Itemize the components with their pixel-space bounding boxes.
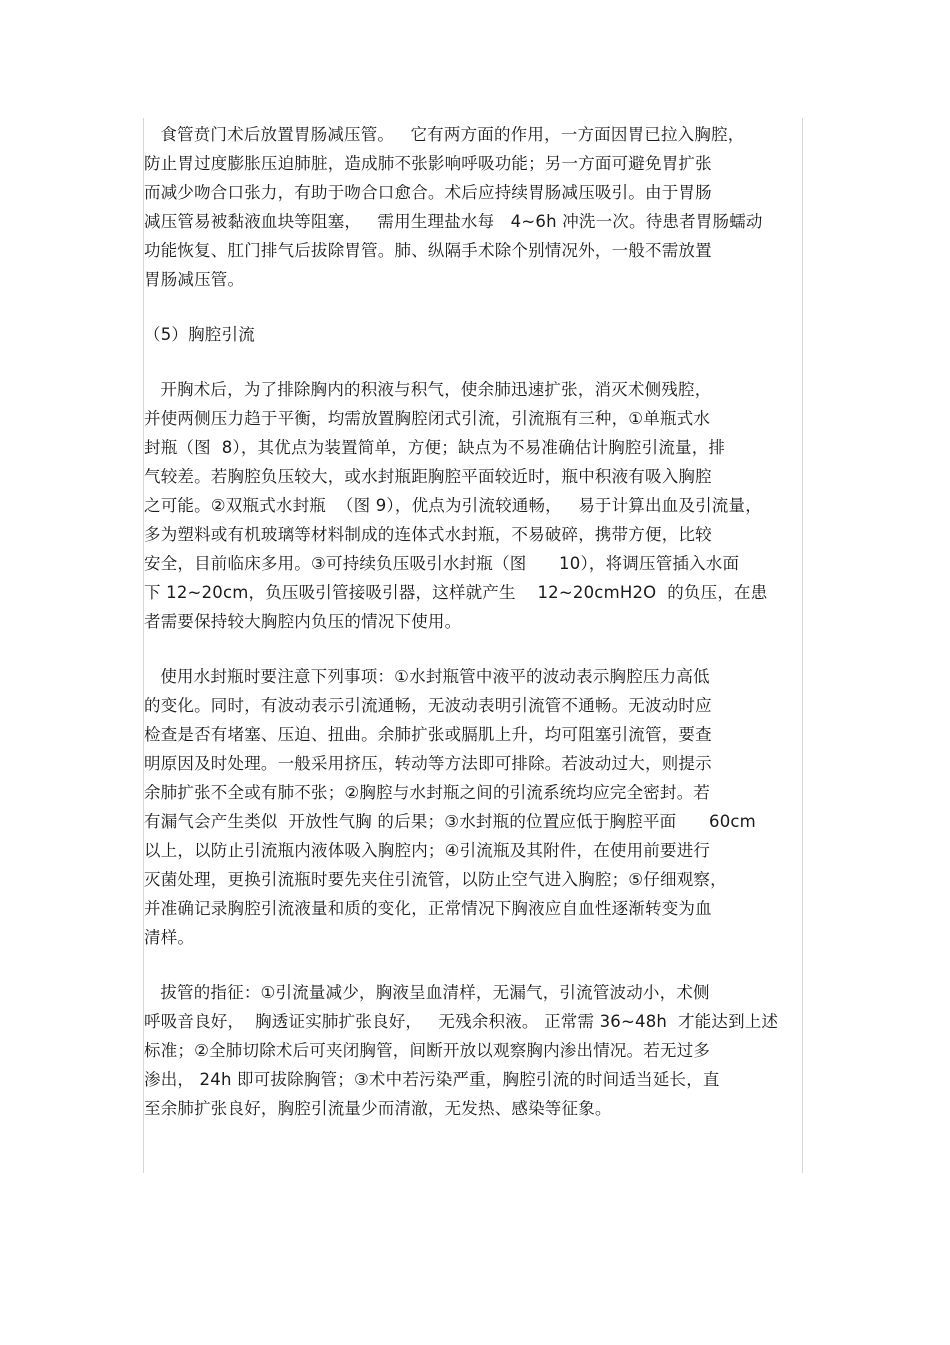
text-line: 气较差。若胸腔负压较大，或水封瓶距胸腔平面较近时，瓶中积液有吸入胸腔 bbox=[144, 467, 712, 486]
text-line: 食管贲门术后放置胃肠减压管。 它有两方面的作用，一方面因胃已拉入胸腔， bbox=[144, 125, 745, 144]
paragraph-water-seal-notes bbox=[144, 662, 804, 952]
text-line: 明原因及时处理。一般采用挤压，转动等方法即可排除。若波动过大，则提示 bbox=[144, 754, 712, 773]
text-line: 开胸术后，为了排除胸内的积液与积气，使余肺迅速扩张，消灭术侧残腔， bbox=[144, 380, 712, 399]
text-line: 而减少吻合口张力，有助于吻合口愈合。术后应持续胃肠减压吸引。由于胃肠 bbox=[144, 183, 712, 202]
text-line: 下 12~20cm，负压吸引管接吸引器，这样就产生 12~20cmH2O 的负压，在患 bbox=[144, 583, 768, 602]
text-line: 拔管的指征：①引流量减少，胸液呈血清样，无漏气，引流管波动小，术侧 bbox=[144, 983, 710, 1002]
text-line: 多为塑料或有机玻璃等材料制成的连体式水封瓶，不易破碎，携带方便，比较 bbox=[144, 525, 712, 544]
section-heading: （5）胸腔引流 bbox=[144, 325, 255, 344]
text-line: 减压管易被黏液血块等阻塞， 需用生理盐水每 4~6h 冲洗一次。待患者胃肠蠕动 bbox=[144, 212, 763, 231]
text-line: 余肺扩张不全或有肺不张；②胸腔与水封瓶之间的引流系统均应完全密封。若 bbox=[144, 783, 711, 802]
text-line: 功能恢复、肛门排气后拔除胃管。肺、纵隔手术除个别情况外，一般不需放置 bbox=[144, 241, 712, 260]
paragraph-extubation bbox=[144, 978, 804, 1123]
text-line: 防止胃过度膨胀压迫肺脏，造成肺不张影响呼吸功能；另一方面可避免胃扩张 bbox=[144, 154, 712, 173]
text-line: 者需要保持较大胸腔内负压的情况下使用。 bbox=[144, 612, 462, 631]
text-line: 灭菌处理，更换引流瓶时要先夹住引流管，以防止空气进入胸腔；⑤仔细观察， bbox=[144, 870, 727, 889]
text-line: 呼吸音良好， 胸透证实肺扩张良好， 无残余积液。 正常需 36~48h 才能达到上述 bbox=[144, 1012, 779, 1031]
paragraph-decompression bbox=[144, 120, 804, 294]
text-line: 之可能。②双瓶式水封瓶 （图 9），优点为引流较通畅， 易于计算出血及引流量， bbox=[144, 496, 762, 515]
document-body bbox=[144, 120, 804, 1123]
text-line: 并使两侧压力趋于平衡，均需放置胸腔闭式引流，引流瓶有三种，①单瓶式水 bbox=[144, 409, 711, 428]
text-line: 胃肠减压管。 bbox=[144, 270, 245, 289]
text-line: 的变化。同时，有波动表示引流通畅，无波动表明引流管不通畅。无波动时应 bbox=[144, 696, 712, 715]
text-line: 使用水封瓶时要注意下列事项：①水封瓶管中液平的波动表示胸腔压力高低 bbox=[144, 667, 710, 686]
text-line: 检查是否有堵塞、压迫、扭曲。余肺扩张或膈肌上升，均可阻塞引流管，要查 bbox=[144, 725, 712, 744]
text-line: 并准确记录胸腔引流液量和质的变化，正常情况下胸液应自血性逐渐转变为血 bbox=[144, 899, 712, 918]
text-line: 封瓶（图 8），其优点为装置简单，方便；缺点为不易准确估计胸腔引流量，排 bbox=[144, 438, 726, 457]
text-line: 安全，目前临床多用。③可持续负压吸引水封瓶（图 10），将调压管插入水面 bbox=[144, 554, 740, 573]
text-line: 有漏气会产生类似 开放性气胸 的后果；③水封瓶的位置应低于胸腔平面 60cm bbox=[144, 812, 756, 831]
text-line: 渗出， 24h 即可拔除胸管；③术中若污染严重，胸腔引流的时间适当延长，直 bbox=[144, 1070, 720, 1089]
text-line: 以上，以防止引流瓶内液体吸入胸腔内；④引流瓶及其附件，在使用前要进行 bbox=[144, 841, 711, 860]
text-line: 标准；②全肺切除术后可夹闭胸管，间断开放以观察胸内渗出情况。若无过多 bbox=[144, 1041, 711, 1060]
paragraph-drainage-intro bbox=[144, 375, 804, 636]
text-line: 至余肺扩张良好，胸腔引流量少而清澈，无发热、感染等征象。 bbox=[144, 1099, 612, 1118]
text-line: 清样。 bbox=[144, 928, 195, 947]
